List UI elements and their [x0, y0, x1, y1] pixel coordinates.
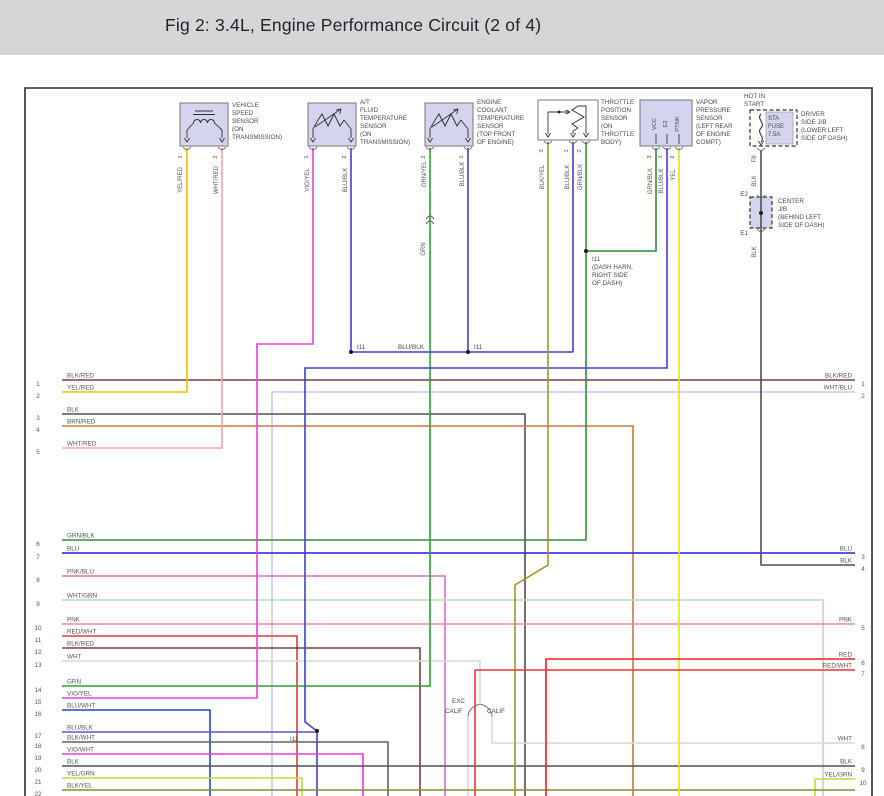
wire-color-label: YEL/RED — [178, 167, 184, 193]
wire-color-label: YEL/RED — [67, 384, 94, 392]
wire-color-label: VIO/YEL — [67, 690, 92, 698]
row-number-left: 16 — [34, 711, 42, 718]
wire-color-label: BLU/BLK — [659, 168, 665, 194]
wire-WHT/BLU — [272, 392, 855, 796]
row-number-left: 10 — [34, 625, 42, 632]
wire-color-label: WHT/GRN — [67, 592, 98, 600]
wire-color-label: VIO/YEL — [305, 168, 311, 192]
wire-color-label: BLK/YEL — [67, 782, 93, 790]
throttle-position-sensor-label: SENSOR — [601, 115, 628, 122]
row-number-right: 4 — [861, 566, 865, 573]
fuse-symbol-icon — [760, 114, 763, 142]
wire-color-label: WHT/RED — [214, 166, 220, 194]
vehicle-speed-sensor-label: (ON — [232, 126, 244, 133]
at-fluid-temperature-sensor-label: FLUID — [360, 107, 379, 114]
wire-RED-right6 — [546, 659, 855, 796]
vehicle-speed-sensor-label: SPEED — [232, 110, 254, 117]
wire-color-label: RED/WHT — [67, 628, 97, 636]
wire-color-label: PNK — [67, 616, 80, 624]
wire-color-label: BLK/RED — [67, 372, 94, 380]
row-number-left: 11 — [34, 637, 42, 644]
row-number-left: 2 — [36, 393, 40, 400]
wire-BLK/WHT — [62, 742, 388, 796]
engine-coolant-temperature-sensor-label: ENGINE — [477, 99, 502, 106]
at-fluid-temperature-sensor-pin-number: 2 — [342, 155, 348, 159]
row-number-left: 12 — [34, 649, 42, 656]
junction-dot — [584, 249, 588, 253]
row-number-right: 9 — [861, 767, 865, 774]
throttle-position-sensor-label: THROTTLE — [601, 99, 635, 106]
inline-label: EXC — [452, 698, 465, 705]
vapor-pressure-sensor-label: COMPT) — [696, 139, 721, 146]
inline-label: BLU/BLK — [398, 344, 424, 351]
wire-color-label: BLK — [67, 406, 79, 414]
engine-coolant-temperature-sensor-pin-number: 2 — [421, 155, 427, 159]
wire-GRN/BLK-vapor — [586, 148, 656, 251]
row-number-right: 3 — [861, 554, 865, 561]
junction-dot — [349, 350, 353, 354]
wire-WHT/RED — [62, 148, 222, 448]
wire-BLK/YEL-tps — [515, 142, 548, 796]
vehicle-speed-sensor-pin-number: 1 — [178, 155, 184, 159]
row-number-left: 17 — [34, 733, 42, 740]
wire-GRN/BLK-vc — [62, 142, 586, 540]
row-number-right: 8 — [861, 744, 865, 751]
wire-color-label: BLK/RED — [825, 372, 852, 380]
throttle-position-sensor-pin-number: 1 — [564, 149, 570, 153]
wire-color-label: BLU — [839, 545, 852, 553]
row-number-right: 7 — [861, 671, 865, 678]
vapor-pressure-sensor-pin-number: 2 — [670, 155, 676, 159]
inline-label: E1 — [740, 230, 748, 237]
inline-label: CALIF — [487, 708, 505, 715]
wire-color-label: BLU/BLK — [565, 164, 571, 190]
wire-color-label: BLK/RED — [67, 640, 94, 648]
wire-RED/WHT-right7 — [475, 670, 855, 796]
center-jb-label: SIDE OF DASH) — [778, 222, 825, 229]
at-fluid-temperature-sensor-label: SENSOR — [360, 123, 387, 130]
row-number-left: 4 — [36, 427, 40, 434]
row-number-left: 15 — [34, 699, 42, 706]
junction-dot — [315, 729, 319, 733]
at-fluid-temperature-sensor-label: A/T — [360, 99, 370, 106]
wire-color-label: GRN — [421, 242, 427, 256]
wire-YEL/GRN-row21 — [62, 778, 302, 796]
row-number-right: 10 — [859, 780, 867, 787]
throttle-position-sensor-label: BODY) — [601, 139, 621, 146]
at-fluid-temperature-sensor-label: TRANSMISSION) — [360, 139, 411, 146]
wire-YEL/GRN-right10 — [815, 779, 855, 796]
wire-color-label: BLK — [840, 557, 852, 565]
throttle-position-sensor-label: THROTTLE — [601, 131, 635, 138]
inline-label: CALIF — [445, 708, 463, 715]
wire-color-label: WHT/RED — [67, 440, 97, 448]
wire-color-label: BLK — [67, 758, 79, 766]
wire-color-label: GRN/YEL — [422, 160, 428, 188]
row-number-right: 1 — [861, 381, 865, 388]
row-number-left: 21 — [34, 779, 42, 786]
sta-fuse-label: FUSE — [768, 124, 785, 130]
wire-YEL/RED — [62, 148, 187, 392]
wire-color-label: BLU/BLK — [460, 161, 466, 187]
wire-color-label: F8 — [752, 155, 758, 163]
vehicle-speed-sensor-label: TRANSMISSION) — [232, 134, 283, 141]
wire-color-label: GRN/BLK — [578, 163, 584, 191]
sta-fuse-label: STA — [768, 116, 780, 122]
row-number-right: 6 — [861, 660, 865, 667]
engine-coolant-temperature-sensor-label: (TOP FRONT — [477, 131, 516, 138]
vapor-pressure-sensor-pin-number: 3 — [647, 155, 653, 159]
row-number-left: 20 — [34, 767, 42, 774]
wire-color-label: WHT — [837, 735, 852, 743]
wire-WHT-row13 — [62, 661, 480, 703]
vapor-pressure-sensor-terminal-label: VCC — [652, 117, 658, 131]
driver-jb-label: SIDE OF DASH) — [801, 135, 848, 142]
row-number-left: 9 — [36, 601, 40, 608]
wire-color-label: GRN/BLK — [67, 532, 95, 540]
inline-label: HOT IN — [744, 93, 766, 100]
wire-color-label: PNK — [839, 616, 852, 624]
sta-fuse-label: 7.5A — [768, 132, 781, 138]
wire-color-label: PNK/BLU — [67, 568, 94, 576]
engine-coolant-temperature-sensor-label: SENSOR — [477, 123, 504, 130]
inline-label: I11 — [474, 344, 483, 351]
wire-color-label: BLK — [752, 175, 758, 187]
vehicle-speed-sensor-label: SENSOR — [232, 118, 259, 125]
row-number-right: 2 — [861, 393, 865, 400]
driver-jb-label: DRIVER — [801, 111, 825, 118]
wire-color-label: YEL/GRN — [824, 771, 852, 779]
inline-label: I11 — [357, 344, 366, 351]
engine-coolant-temperature-sensor-pin-number: 1 — [459, 155, 465, 159]
wire-color-label: BLU/WHT — [67, 702, 96, 710]
junction-dot — [759, 211, 763, 215]
wire-color-label: WHT — [67, 653, 82, 661]
vapor-pressure-sensor-label: VAPOR — [696, 99, 718, 106]
row-number-left: 8 — [36, 577, 40, 584]
engine-coolant-temperature-sensor-label: COOLANT — [477, 107, 508, 114]
row-number-left: 18 — [34, 743, 42, 750]
wire-color-label: BLU/BLK — [67, 724, 93, 732]
driver-jb-label: (LOWER LEFT — [801, 127, 844, 134]
wire-BLU/BLK-vapor — [305, 148, 667, 796]
wire-color-label: YEL/GRN — [67, 770, 95, 778]
vapor-pressure-sensor-terminal-label: PTNK — [675, 116, 681, 132]
vehicle-speed-sensor-label: VEHICLE — [232, 102, 259, 109]
inline-label: E2 — [740, 191, 748, 198]
inline-label: I11 — [290, 736, 299, 743]
wire-BLK/RED-row12 — [62, 648, 420, 796]
wire-BLK-fuse — [761, 150, 855, 565]
row-number-left: 22 — [34, 791, 42, 796]
row-number-right: 5 — [861, 625, 865, 632]
row-number-left: 14 — [34, 687, 42, 694]
wire-color-label: GRN/BLK — [648, 167, 654, 195]
wire-color-label: BLK/WHT — [67, 734, 95, 742]
at-fluid-temperature-sensor-label: (ON — [360, 131, 372, 138]
wire-color-label: VIO/WHT — [67, 746, 94, 754]
figure-title: Fig 2: 3.4L, Engine Performance Circuit (2 of 4) — [165, 15, 542, 35]
pot-junction-dot — [558, 111, 561, 114]
wire-GRN — [62, 148, 430, 686]
note-label: RIGHT SIDE — [592, 272, 628, 279]
inline-label: START — [744, 101, 765, 108]
throttle-position-sensor-label: POSITION — [601, 107, 632, 114]
vapor-pressure-sensor-label: (LEFT REAR — [696, 123, 733, 130]
vehicle-speed-sensor-pin-number: 2 — [213, 155, 219, 159]
vapor-pressure-sensor-label: SENSOR — [696, 115, 723, 122]
row-number-left: 6 — [36, 541, 40, 548]
at-fluid-temperature-sensor-label: TEMPERATURE — [360, 115, 408, 122]
center-jb-label: J/B — [778, 206, 788, 213]
wire-color-label: RED — [838, 651, 852, 659]
note-label: OF DASH) — [592, 280, 623, 287]
wire-color-label: BLU/BLK — [343, 167, 349, 193]
throttle-position-sensor-pin-number: 3 — [539, 149, 545, 153]
wire-color-label: WHT/BLU — [823, 384, 852, 392]
note-label: (DASH HARN, — [592, 264, 633, 271]
wire-color-label: BRN/RED — [67, 418, 96, 426]
vapor-pressure-sensor-label: PRESSURE — [696, 107, 731, 114]
wire-RED/WHT-row11 — [62, 636, 297, 796]
center-jb-label: CENTER — [778, 198, 804, 205]
vapor-pressure-sensor-pin-number: 1 — [658, 155, 664, 159]
driver-jb-label: SIDE J/B — [801, 119, 827, 126]
wire-color-label: BLK — [752, 246, 758, 258]
throttle-position-sensor-box — [538, 100, 598, 140]
row-number-left: 19 — [34, 755, 42, 762]
engine-coolant-temperature-sensor-label: OF ENGINE) — [477, 139, 514, 146]
wire-color-label: RED/WHT — [822, 662, 852, 670]
wire-color-label: BLK — [840, 758, 852, 766]
row-number-left: 1 — [36, 381, 40, 388]
row-number-left: 7 — [36, 554, 40, 561]
wire-color-label: BLK/YEL — [540, 164, 546, 190]
junction-dot — [466, 350, 470, 354]
engine-coolant-temperature-sensor-label: TEMPERATURE — [477, 115, 525, 122]
row-number-left: 5 — [36, 449, 40, 456]
wire-color-label: BLU — [67, 545, 80, 553]
wire-color-label: YEL — [671, 169, 677, 181]
row-number-left: 13 — [34, 662, 42, 669]
throttle-position-sensor-label: (ON — [601, 123, 613, 130]
center-jb-label: (BEHIND LEFT — [778, 214, 822, 221]
note-label: I11 — [592, 256, 601, 263]
throttle-position-sensor-pin-number: 2 — [577, 149, 583, 153]
wire-color-label: GRN — [67, 678, 81, 686]
at-fluid-temperature-sensor-pin-number: 1 — [304, 155, 310, 159]
vapor-pressure-sensor-terminal-label: E2 — [663, 120, 669, 128]
vapor-pressure-sensor-label: OF ENGINE — [696, 131, 731, 138]
row-number-left: 3 — [36, 415, 40, 422]
